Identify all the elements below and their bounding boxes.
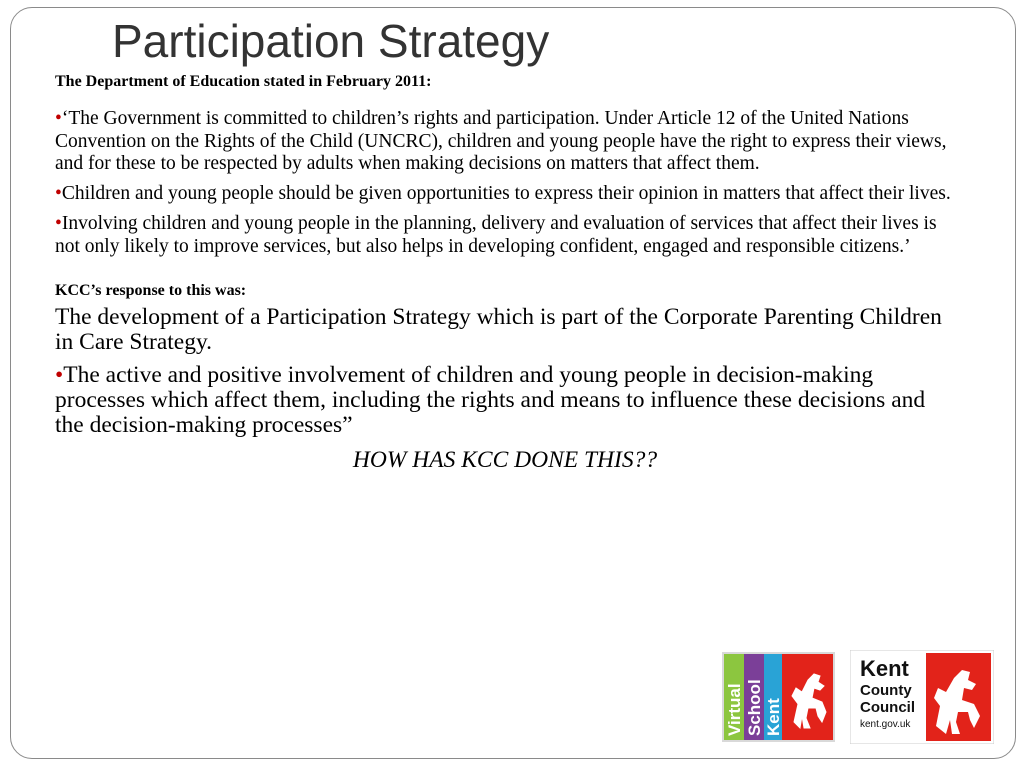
quote-point-text: ‘The Government is committed to children’s rights and participation. Under Article 12 of the United Nations Convention on the Rights of the Child (UNCRC), children and young people have the right to express their views, and for these to be respected by adults when making decisions on matters that affect them. xyxy=(55,108,947,174)
response-heading: KCC’s response to this was: xyxy=(55,282,247,299)
slide-content xyxy=(55,72,955,474)
bullet-icon: • xyxy=(55,182,62,204)
vsk-line-virtual: Virtual xyxy=(725,683,744,736)
kcc-url: kent.gov.uk xyxy=(860,719,911,730)
kcc-line-county: County xyxy=(860,682,912,699)
response-point-text: The active and positive involvement of children and young people in decision-making processes which affect them, including the rights and means to influence these decisions and the decision-making processes” xyxy=(55,362,926,438)
kcc-line-council: Council xyxy=(860,699,915,716)
vsk-line-school: School xyxy=(745,679,764,736)
intro-statement: The Department of Education stated in February 2011: xyxy=(55,73,432,90)
bullet-icon: • xyxy=(55,213,62,234)
bullet-icon: • xyxy=(55,108,62,129)
quote-point-text: Involving children and young people in the planning, delivery and evaluation of services that affect their lives is not only likely to improve services, but also helps in developing confident, engaged and responsible citizens.’ xyxy=(55,213,937,257)
bullet-icon: • xyxy=(55,362,64,388)
kent-county-council-logo xyxy=(850,650,994,744)
virtual-school-kent-logo xyxy=(722,652,835,742)
response-body: The development of a Participation Strategy which is part of the Corporate Parenting Children in Care Strategy. xyxy=(55,304,942,355)
quote-point-3 xyxy=(55,213,955,258)
kcc-line-kent: Kent xyxy=(860,656,909,681)
quote-point-2 xyxy=(55,183,955,206)
closing-question: HOW HAS KCC DONE THIS?? xyxy=(352,447,658,473)
slide-title: Participation Strategy xyxy=(112,15,550,67)
quote-point-1 xyxy=(55,108,955,176)
quote-list xyxy=(55,108,955,258)
quote-point-text: Children and young people should be given opportunities to express their opinion in matters that affect their lives. xyxy=(61,182,951,204)
vsk-line-kent: Kent xyxy=(764,698,783,736)
response-point xyxy=(55,363,955,438)
